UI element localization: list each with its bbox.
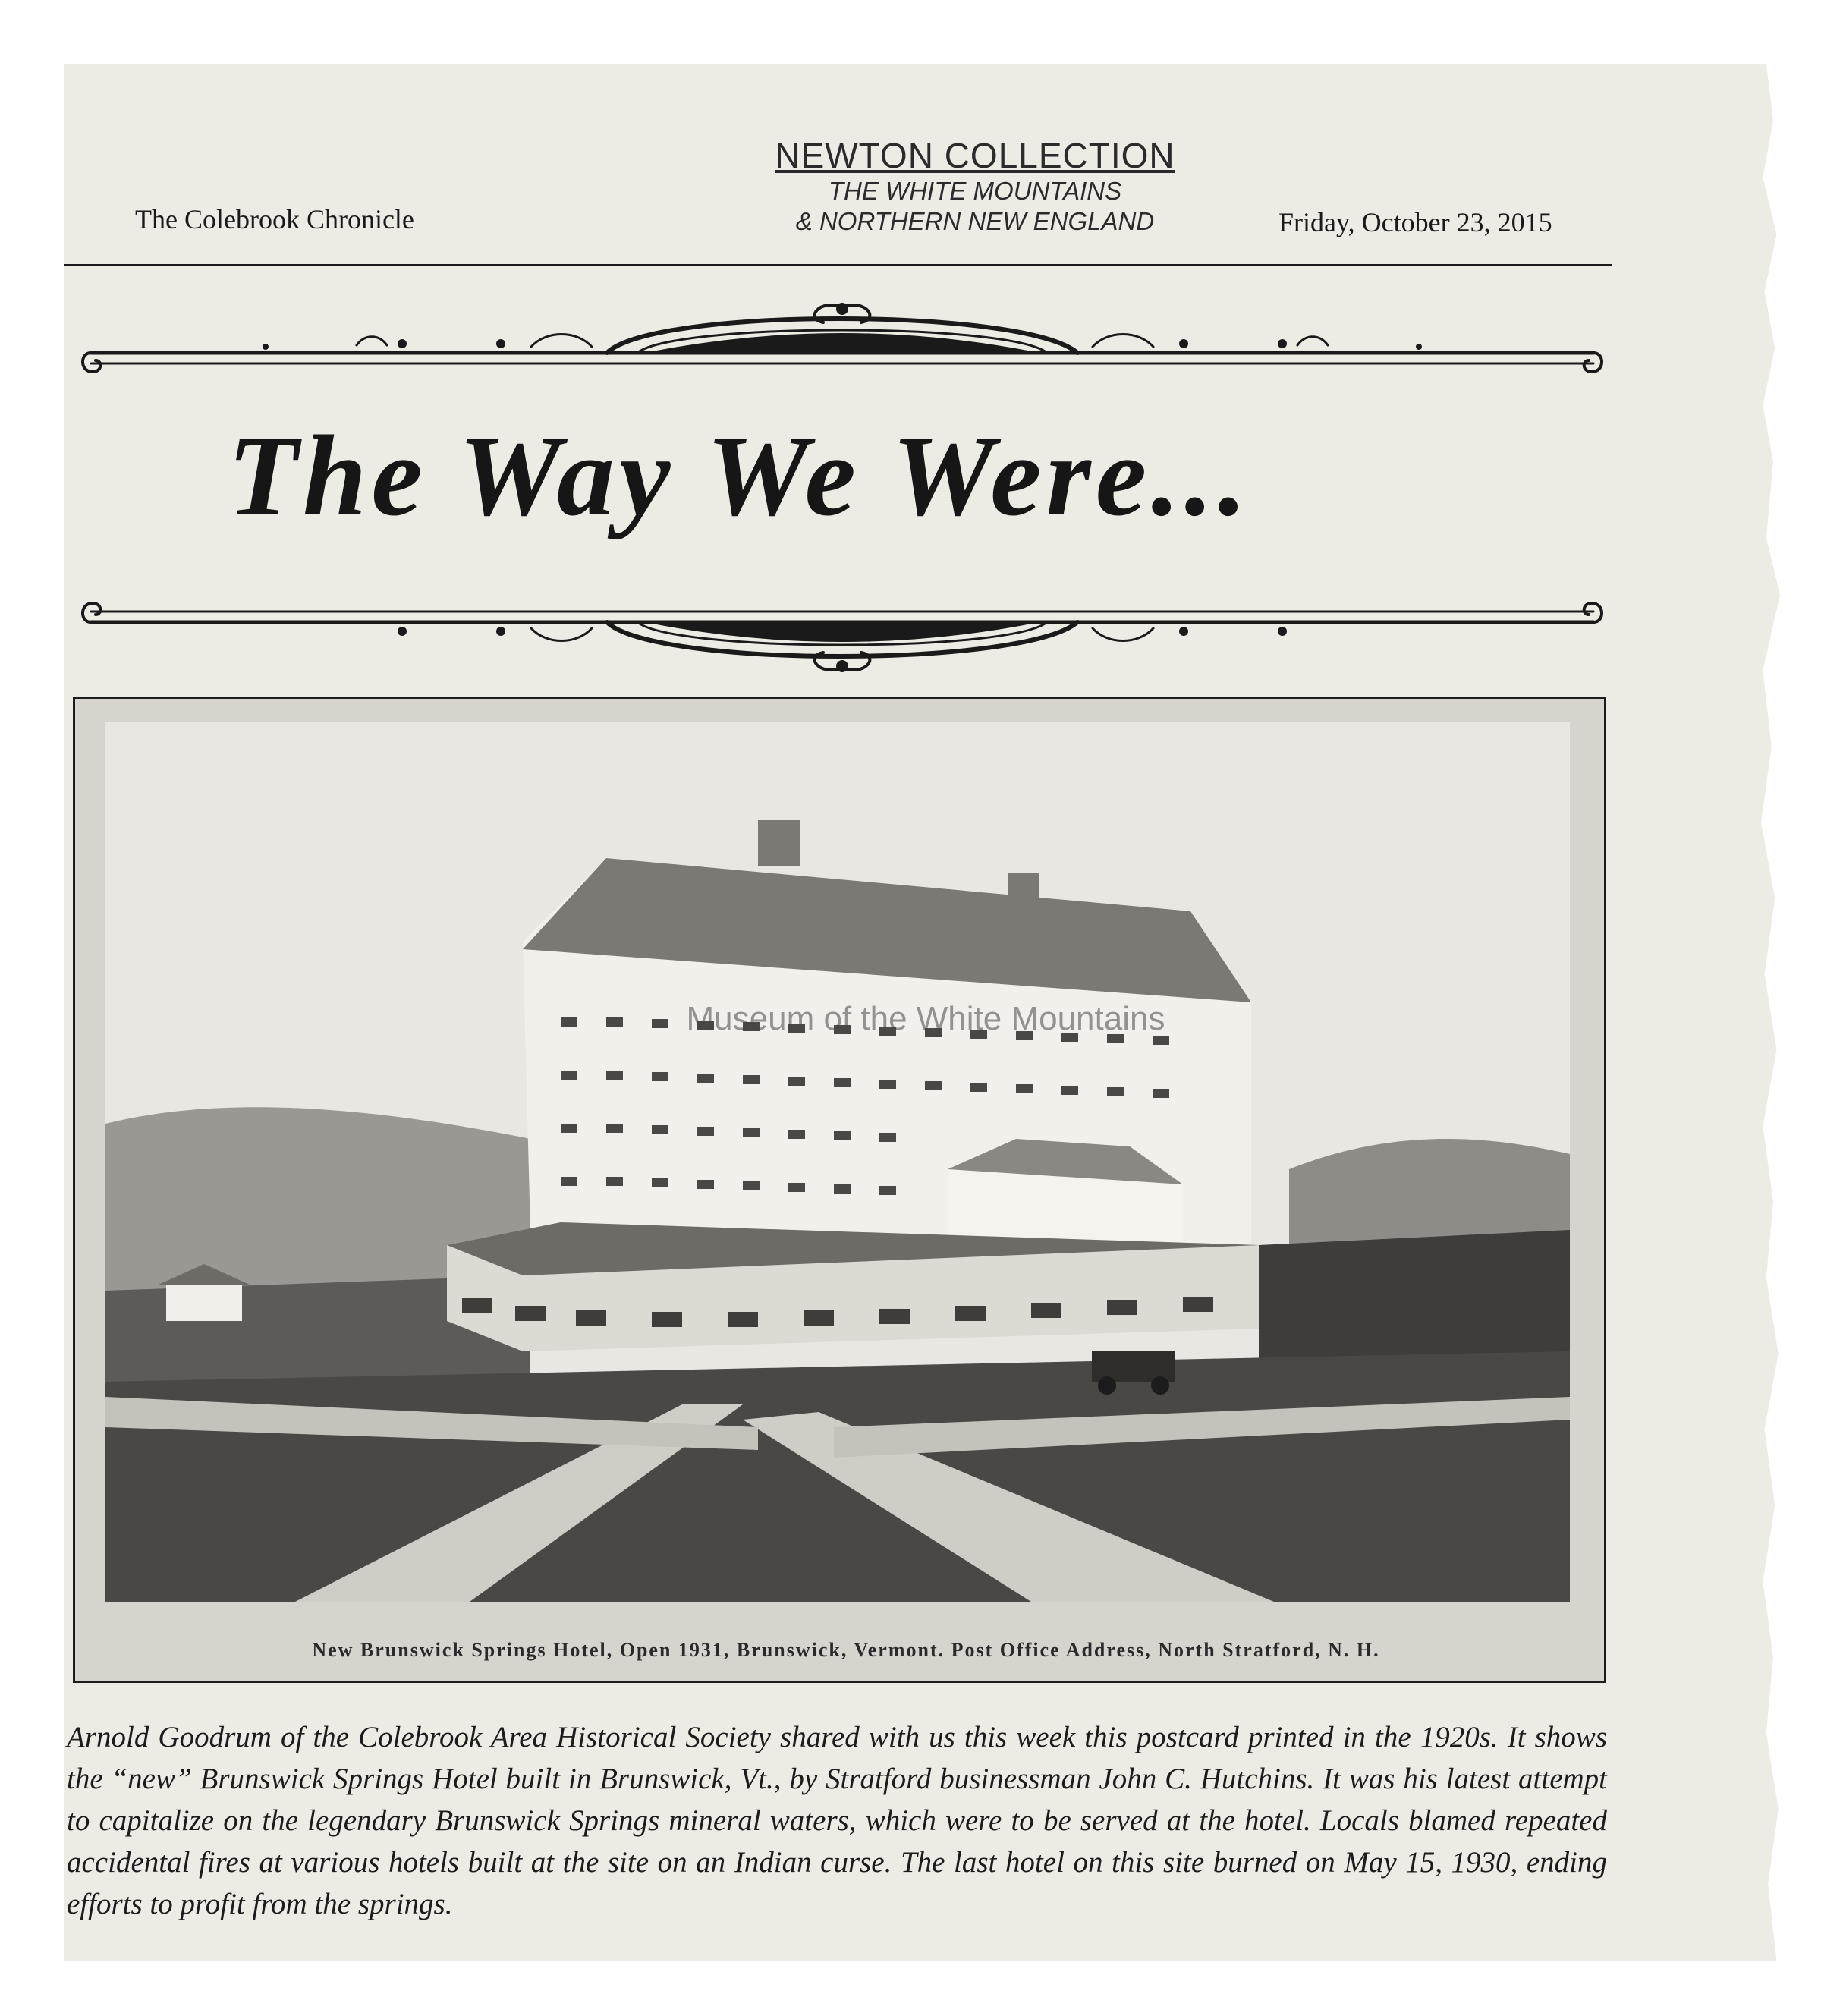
- stamp-line-1: THE WHITE MOUNTAINS: [828, 177, 1122, 205]
- bottom-ornament: [76, 577, 1609, 675]
- top-ornament: [76, 300, 1609, 398]
- postcard-photo: [73, 697, 1606, 1683]
- hotel-illustration: [75, 699, 1604, 1681]
- column-title: The Way We Were...: [228, 412, 1252, 539]
- header-rule: [64, 264, 1612, 266]
- stamp-line-2: & NORTHERN NEW ENGLAND: [795, 207, 1155, 235]
- collection-stamp: [747, 135, 1203, 237]
- article-caption: Arnold Goodrum of the Colebrook Area Historical Society shared with us this week this postcard printed in the 1920s. It shows the “new” Brunswick Springs Hotel built in Brunswick, Vt., by Stratford businessman John C. Hutchins. It was his latest attempt to capitalize on the legendary Brunswick Springs mineral waters, which were to be served at the hotel. Locals blamed repeated accidental fires at various hotels built at the site on an Indian curse. The last hotel on this site burned on May 15, 1930, ending efforts to profit from the springs.: [67, 1721, 1607, 1920]
- publication-name: The Colebrook Chronicle: [135, 204, 414, 234]
- publication-date: Friday, October 23, 2015: [1278, 207, 1552, 237]
- stamp-title: NEWTON COLLECTION: [775, 136, 1175, 175]
- postcard-printed-caption: New Brunswick Springs Hotel, Open 1931, Brunswick, Vermont. Post Office Address, North Stratford, N. H.: [312, 1639, 1380, 1661]
- watermark-text: Museum of the White Mountains: [686, 1000, 1165, 1037]
